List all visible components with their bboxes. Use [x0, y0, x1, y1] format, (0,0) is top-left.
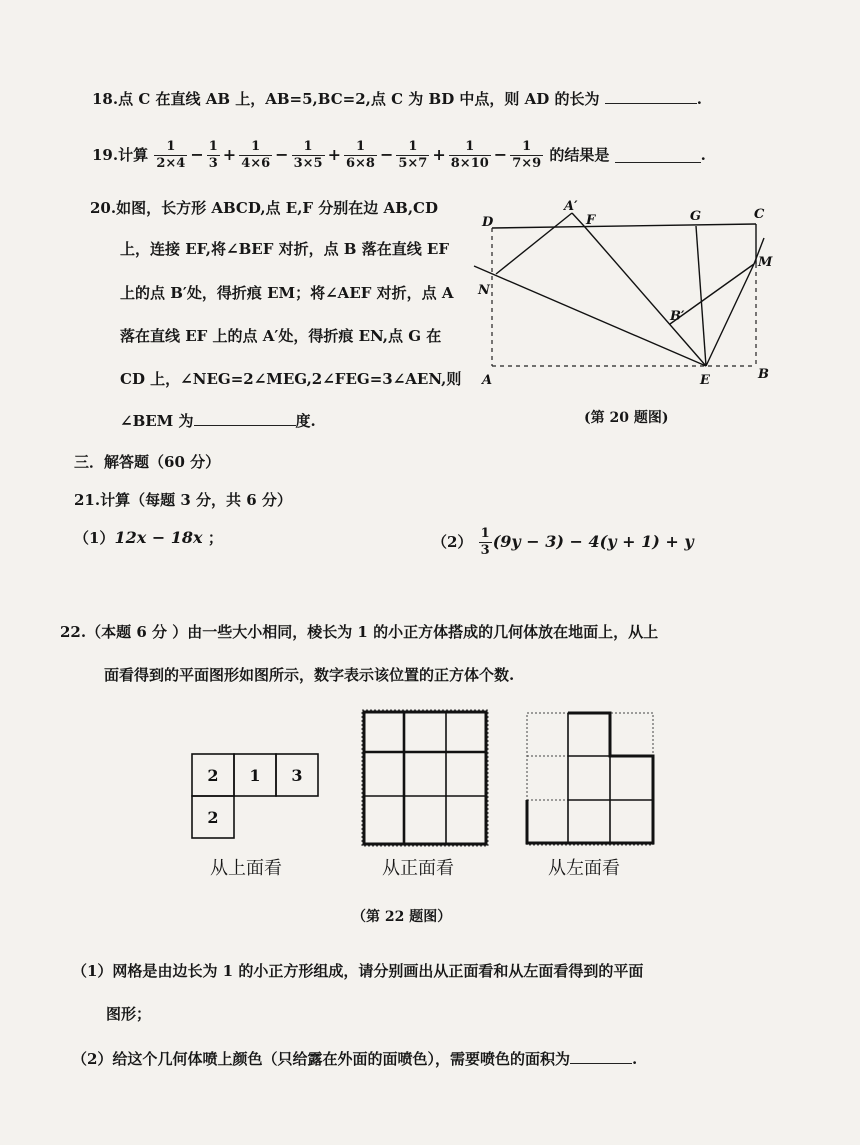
- fraction-term: [154, 139, 187, 172]
- question-21-part-2: [432, 522, 694, 561]
- operator-sign: −: [493, 145, 508, 164]
- label-D: D: [482, 215, 494, 230]
- fraction-term: [344, 139, 377, 172]
- operator-sign: +: [222, 145, 237, 164]
- fraction-numerator: 1: [449, 139, 491, 156]
- label-E: E: [700, 373, 710, 388]
- view-label-top: 从上面看: [210, 858, 282, 879]
- part-1-end: ；: [207, 529, 223, 547]
- figure-20-geometry: [466, 196, 786, 396]
- fraction-denominator: 5×7: [398, 155, 428, 171]
- question-22-part-2-end: .: [631, 1050, 638, 1068]
- label-F: F: [586, 213, 596, 228]
- question-19-suffix: 的结果是: [549, 146, 610, 164]
- fraction-numerator: 1: [292, 139, 325, 156]
- fraction-term: [207, 139, 220, 172]
- front-view-grid[interactable]: [358, 706, 492, 850]
- operator-sign: −: [190, 145, 204, 164]
- label-B: B: [758, 367, 769, 382]
- part-1-label: （1）: [74, 529, 115, 547]
- question-22-line-2: 面看得到的平面图形如图所示，数字表示该位置的正方体个数.: [104, 666, 515, 684]
- fraction-term: [292, 139, 325, 172]
- figure-20-caption: (第 20 题图): [584, 410, 669, 426]
- fraction-numerator: 1: [344, 139, 377, 156]
- operator-sign: +: [432, 145, 446, 164]
- question-22-part-1-line-1: （1）网格是由边长为 1 的小正方形组成，请分别画出从正面看和从左面看得到的平面: [72, 962, 644, 980]
- question-21-title: 21.计算（每题 3 分，共 6 分）: [74, 491, 292, 509]
- part-1-expression: 12x − 18x: [114, 528, 203, 547]
- question-22-part-1-line-2: 图形；: [106, 1005, 152, 1023]
- section-heading: 三．解答题（60 分）: [74, 453, 221, 471]
- left-view-grid[interactable]: [524, 710, 658, 850]
- fraction-numerator: 1: [396, 139, 429, 156]
- fraction-denominator: 7×9: [512, 155, 542, 171]
- top-view-cell: 2: [207, 766, 219, 785]
- question-20-line: 上，连接 EF,将∠BEF 对折，点 B 落在直线 EF: [120, 240, 449, 258]
- label-M: M: [758, 255, 773, 270]
- fraction-numerator: 1: [480, 525, 490, 541]
- fraction-numerator: 1: [510, 139, 543, 156]
- question-18-text: 18.点 C 在直线 AB 上，AB=5,BC=2,点 C 为 BD 中点，则 AD 的长为: [92, 90, 600, 108]
- label-C: C: [754, 207, 765, 222]
- view-label-left: 从左面看: [548, 858, 620, 879]
- question-22-part-2: [72, 1048, 637, 1069]
- question-19-end: .: [700, 146, 706, 164]
- question-20-last-suffix: 度.: [295, 412, 316, 430]
- question-21-part-1: [74, 527, 223, 548]
- question-22-part-2-text: （2）给这个几何体喷上颜色（只给露在外面的面喷色），需要喷色的面积为: [72, 1050, 570, 1068]
- fraction-denominator: 2×4: [156, 155, 186, 171]
- top-view-grid: [190, 752, 330, 842]
- fraction-denominator: 8×10: [450, 155, 489, 171]
- fraction-denominator: 6×8: [345, 155, 375, 171]
- answer-blank-22[interactable]: [570, 1049, 632, 1064]
- fraction-term: [510, 139, 543, 172]
- operator-sign: −: [275, 145, 289, 164]
- view-label-front: 从正面看: [382, 858, 454, 879]
- fraction-denominator: 3: [480, 542, 490, 558]
- question-20-line: 落在直线 EF 上的点 A′处，得折痕 EN,点 G 在: [120, 327, 442, 345]
- operator-sign: −: [379, 145, 394, 164]
- question-20-last-prefix: ∠BEM 为: [120, 412, 194, 430]
- top-view-cell: 1: [249, 766, 261, 785]
- answer-blank-20[interactable]: [194, 411, 296, 426]
- fraction-term: [449, 139, 491, 172]
- fraction-term: [239, 139, 272, 172]
- fraction-denominator: 4×6: [241, 155, 271, 171]
- label-N: N: [478, 283, 490, 298]
- top-view-cell: 3: [291, 766, 303, 785]
- fraction-term: [396, 139, 429, 172]
- question-18: [92, 88, 702, 109]
- question-20-last-line: [120, 410, 316, 431]
- answer-blank-18[interactable]: [605, 89, 697, 104]
- label-B-prime: B′: [670, 309, 685, 324]
- part-2-label: （2）: [432, 533, 473, 551]
- fraction-denominator: 3: [208, 155, 218, 171]
- fraction-numerator: 1: [239, 139, 272, 156]
- fraction-numerator: 1: [208, 138, 218, 154]
- label-G: G: [690, 209, 702, 224]
- question-20-line: 20.如图，长方形 ABCD,点 E,F 分别在边 AB,CD: [90, 199, 439, 217]
- answer-blank-19[interactable]: [615, 148, 701, 163]
- label-A: A: [482, 373, 493, 388]
- part-2-expression: (9y − 3) − 4(y + 1) + y: [492, 532, 694, 551]
- part-2-fraction: [479, 526, 492, 559]
- question-19: [92, 132, 706, 176]
- fraction-expression: [153, 138, 544, 171]
- question-20-line: CD 上，∠NEG=2∠MEG,2∠FEG=3∠AEN,则: [120, 370, 462, 388]
- question-22-line-1: 22.（本题 6 分 ）由一些大小相同，棱长为 1 的小正方体搭成的几何体放在地面上，从上: [60, 623, 659, 641]
- question-18-end: .: [696, 90, 702, 108]
- operator-sign: +: [327, 145, 341, 164]
- figure-22-caption: （第 22 题图）: [352, 909, 452, 925]
- top-view-cell: 2: [207, 808, 219, 827]
- fraction-denominator: 3×5: [293, 155, 323, 171]
- question-19-prefix: 19.计算: [92, 146, 149, 164]
- question-20-line: 上的点 B′处，得折痕 EM；将∠AEF 对折，点 A: [120, 284, 454, 302]
- label-A-prime: A′: [564, 199, 578, 214]
- fraction-numerator: 1: [154, 139, 187, 156]
